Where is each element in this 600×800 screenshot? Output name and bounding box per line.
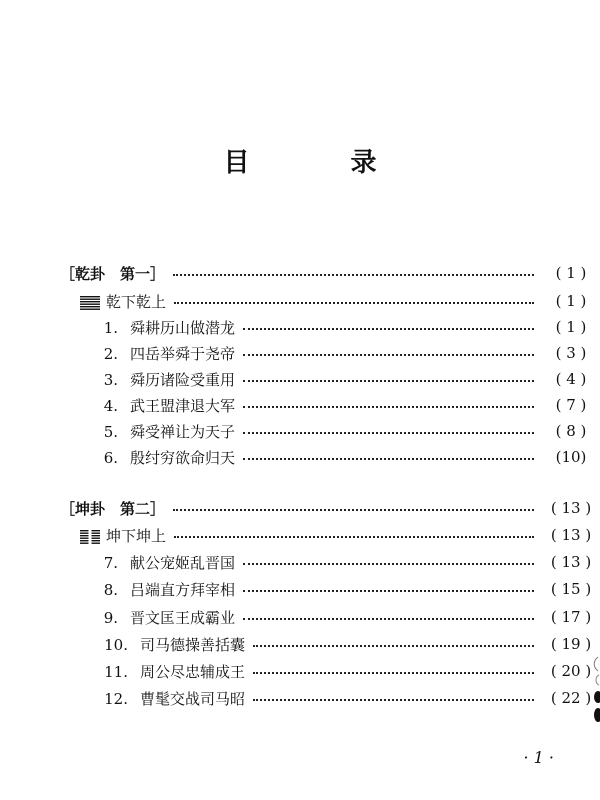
toc-item[interactable]: [0, 686, 600, 710]
toc-hexagram-qian[interactable]: [0, 289, 600, 313]
dot-leader: [243, 590, 534, 592]
item-title: 舜受禅让为天子: [130, 422, 236, 441]
dot-leader: [243, 618, 534, 620]
toc-chapter-1[interactable]: [0, 261, 600, 285]
dot-leader: [243, 458, 534, 460]
hexagram-label: 乾下乾上: [106, 292, 167, 311]
page-title: 目 录: [223, 148, 423, 178]
page-ref: ( 1 ): [555, 318, 587, 336]
item-title: 曹髦交战司马昭: [140, 689, 246, 708]
qian-hexagram-icon: [80, 296, 100, 310]
kun-hexagram-icon: [80, 530, 100, 544]
toc-chapter-2[interactable]: [0, 496, 600, 520]
dot-leader: [253, 699, 534, 701]
page-ref: ( 1 ): [555, 264, 587, 282]
item-number: 7.: [103, 553, 118, 572]
dot-leader: [243, 406, 534, 408]
toc-item[interactable]: [0, 367, 600, 391]
page-ref: ( 15 ): [550, 580, 592, 598]
item-number: 1.: [103, 318, 118, 337]
item-title: 献公宠姬乱晋国: [130, 553, 236, 572]
toc-item[interactable]: [0, 393, 600, 417]
item-title: 司马德操善括囊: [140, 635, 246, 654]
toc-item[interactable]: [0, 659, 600, 683]
page-ref: (10): [555, 448, 587, 466]
dot-leader: [243, 354, 534, 356]
item-number: 9.: [103, 608, 118, 627]
chapter-label: ［坤卦 第二］: [60, 499, 166, 518]
dot-leader: [174, 536, 534, 538]
item-number: 8.: [103, 580, 118, 599]
toc-item[interactable]: [0, 419, 600, 443]
toc-item[interactable]: [0, 605, 600, 629]
item-title: 武王盟津退大军: [130, 396, 236, 415]
item-title: 晋文匡王成霸业: [130, 608, 236, 627]
dot-leader: [243, 432, 534, 434]
dot-leader: [243, 328, 534, 330]
item-number: 2.: [103, 344, 118, 363]
item-number: 5.: [103, 422, 118, 441]
page-ref: ( 20 ): [550, 662, 592, 680]
toc-item[interactable]: [0, 445, 600, 469]
item-number: 10.: [104, 635, 128, 654]
toc-item[interactable]: [0, 577, 600, 601]
item-title: 周公尽忠辅成王: [140, 662, 246, 681]
item-title: 舜历诸险受重用: [130, 370, 236, 389]
page-ref: ( 4 ): [555, 370, 587, 388]
item-number: 11.: [104, 662, 128, 681]
toc-item[interactable]: [0, 315, 600, 339]
toc-item[interactable]: [0, 341, 600, 365]
hexagram-label: 坤下坤上: [106, 526, 167, 545]
chapter-label: ［乾卦 第一］: [60, 264, 166, 283]
item-title: 舜耕历山做潜龙: [130, 318, 236, 337]
dot-leader: [173, 274, 534, 276]
item-number: 12.: [104, 689, 128, 708]
dot-leader: [253, 672, 534, 674]
page-ref: ( 3 ): [555, 344, 587, 362]
page-ref: ( 13 ): [550, 499, 592, 517]
toc-hexagram-kun[interactable]: [0, 523, 600, 547]
dot-leader: [243, 380, 534, 382]
item-number: 3.: [103, 370, 118, 389]
page-ref: ( 8 ): [555, 422, 587, 440]
item-title: 四岳举舜于尧帝: [130, 344, 236, 363]
page-ref: ( 7 ): [555, 396, 587, 414]
dot-leader: [243, 563, 534, 565]
item-title: 吕端直方拜宰相: [130, 580, 236, 599]
item-title: 殷纣穷欲命归天: [130, 448, 236, 467]
page-ref: ( 13 ): [550, 526, 592, 544]
page-ref: ( 13 ): [550, 553, 592, 571]
dot-leader: [174, 302, 534, 304]
page-ref: ( 19 ): [550, 635, 592, 653]
dot-leader: [253, 645, 534, 647]
item-number: 4.: [103, 396, 118, 415]
page-ref: ( 17 ): [550, 608, 592, 626]
dot-leader: [173, 509, 534, 511]
toc-item[interactable]: [0, 632, 600, 656]
page-number: · 1 ·: [523, 748, 554, 767]
page-edge-ornament: [590, 655, 600, 725]
item-number: 6.: [103, 448, 118, 467]
toc-item[interactable]: [0, 550, 600, 574]
page-ref: ( 1 ): [555, 292, 587, 310]
page-ref: ( 22 ): [550, 689, 592, 707]
